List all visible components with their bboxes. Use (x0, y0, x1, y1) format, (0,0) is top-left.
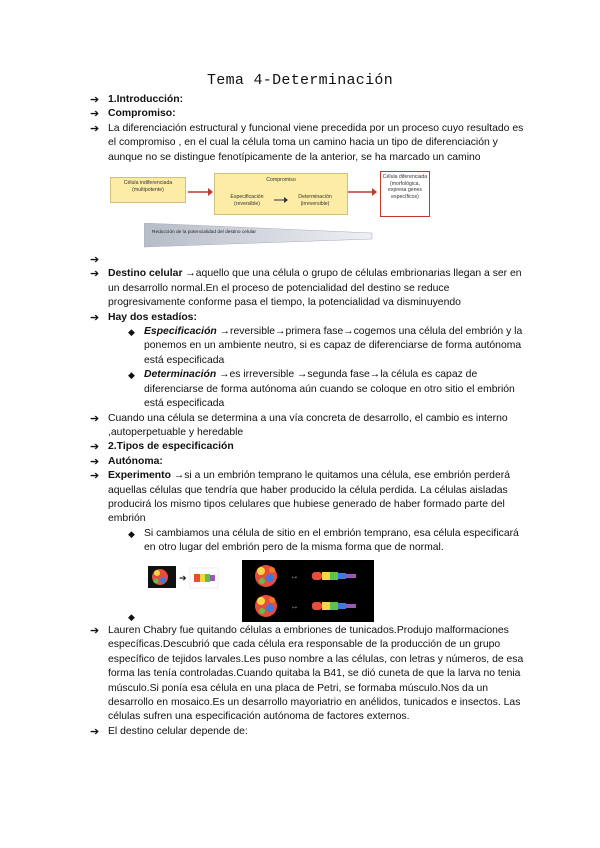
list-item-empty (0, 253, 600, 267)
term-determinacion: Determinación (144, 369, 217, 381)
paragraph-especificacion: →reversible→primera fase→cogemos una célula del embrión y la ponemos en un ambiente neutro, si es capaz de diferenciarse de forma autónoma está especificada (144, 326, 523, 366)
arrow-right-icon (346, 187, 378, 197)
arrow-icon: ➔ (90, 470, 100, 483)
arrow-right-icon (273, 196, 289, 204)
paragraph-destino-depende: El destino celular depende de: (108, 725, 248, 737)
diamond-bullet-icon: ◆ (128, 611, 135, 622)
arrow-icon: ➔ (90, 311, 100, 324)
arrow-icon: ➔ (90, 122, 100, 135)
list-item-destino (0, 267, 600, 310)
svg-text:↦: ↦ (292, 603, 298, 611)
arrow-icon: ➔ (90, 455, 100, 468)
arrow-icon: ➔ (90, 412, 100, 425)
heading-estadios: Hay dos estadíos: (108, 311, 197, 323)
svg-text:↦: ↦ (292, 573, 298, 581)
arrow-icon: ➔ (90, 108, 100, 121)
diamond-bullet-icon: ◆ (128, 327, 135, 338)
list-item-lauren (0, 624, 600, 725)
differentiation-diagram (108, 171, 438, 251)
sublist-item-especificacion (0, 325, 600, 368)
paragraph-cambio: Cuando una célula se determina a una vía concreta de desarrollo, el cambio es interno ,autoperpetuable y heredable (108, 412, 508, 438)
commitment-label: Compromiso (266, 177, 296, 184)
potential-reduction-label: Reducción de la potencialidad del destino celular (152, 230, 257, 236)
arrow-right-icon (186, 187, 214, 197)
specification-label: Especificación (reversible) (230, 194, 264, 207)
arrow-icon: ➔ (90, 441, 100, 454)
term-destino-celular: Destino celular (108, 268, 183, 280)
diagram-box-undifferentiated: Célula indiferenciada (multipotente) (110, 177, 186, 203)
sublist-item-empty (0, 610, 600, 624)
sublist-item-cambio-sitio (0, 527, 600, 556)
list-item-estadios (0, 311, 600, 325)
paragraph-destino: →aquello que una célula o grupo de células embrionarias llegan a ser en un desarrollo normal.En el proceso de potencialidad del destino se reduce progresivamente conforme pasa el tiempo, la potencialidad va disminuyendo (108, 268, 522, 309)
arrow-icon: ➔ (90, 725, 100, 738)
diagram-box-commitment (214, 173, 348, 215)
paragraph-diferenciacion: La diferenciación estructural y funcional viene precedida por un proceso cuyo resultado es el compromiso , en el cual la célula toma un camino hacia un tipo de diferenciación y aunque no se distingue fenotípicamente de la anterior, se ha marcado un camino (108, 122, 524, 163)
document-body (0, 93, 600, 739)
arrow-icon: ➔ (90, 624, 100, 637)
heading-compromiso: Compromiso: (108, 108, 176, 120)
heading-autonoma: Autónoma: (108, 455, 163, 467)
potential-reduction-bar (144, 223, 374, 249)
paragraph-lauren: Lauren Chabry fue quitando células a embriones de tunicados.Produjo malformaciones específicas.Descubrió que cada célula era responsable de la producción de un grupo específico de tejidos larvales.Les puso nombre a las células, con letras y números, de esa forma las tenía controladas.Cuando quitaba la B41, se dió cuneta de que la larva no tenia músculo.Si ponía esa célula en una placa de Petri, se formaba músculo.Nos da un desarrollo en mosaico.Es un desarrollo mayoriatrio en anélidos, tunicados e insectos. Las células sufren una especificación autónoma de factores externos. (108, 624, 524, 723)
paragraph-determinacion: →es irreversible →segunda fase→la célula es capaz de diferenciarse de forma autónoma aún cuando se coloque en otro sitio el embrión está especificada (144, 369, 515, 410)
list-item-autonoma (0, 455, 600, 469)
term-especificacion: Especificación (144, 326, 217, 338)
sublist-item-determinacion (0, 368, 600, 411)
list-item-experimento (0, 469, 600, 527)
determination-label: Determinación (irreversible) (298, 194, 332, 207)
diamond-bullet-icon: ◆ (128, 370, 135, 381)
paragraph-cambio-sitio: Si cambiamos una célula de sitio en el embrión temprano, esa célula especificará en otro lugar del embrión pero de la misma forma que de normal. (144, 527, 519, 554)
list-item-tipos (0, 440, 600, 454)
heading-intro: 1.Introducción: (108, 94, 184, 105)
list-item-intro (0, 93, 600, 107)
list-item-destino-depende (0, 725, 600, 739)
list-item-compromiso (0, 107, 600, 121)
arrow-icon: ➔ (90, 254, 100, 267)
diamond-bullet-icon: ◆ (128, 528, 135, 539)
arrow-icon: ➔ (90, 94, 100, 106)
svg-text:➔: ➔ (179, 573, 187, 584)
heading-tipos: 2.Tipos de especificación (108, 441, 234, 453)
paragraph-experimento: →si a un embrión temprano le quitamos una célula, ese embrión perderá aquellas células que tendría que haber producido la célula perdida. La células aisladas producirá los mismo tipos celulares que hubiese generado de haber formado parte del embrión (108, 470, 510, 525)
list-item-cambio (0, 412, 600, 441)
list-item-diferenciacion (0, 122, 600, 165)
arrow-icon: ➔ (90, 268, 100, 281)
term-experimento: Experimento (108, 470, 171, 482)
diagram-box-differentiated: Célula diferenciada (morfológica, expresa genes específicos) (380, 171, 430, 217)
page-title: Tema 4-Determinación (206, 72, 394, 89)
